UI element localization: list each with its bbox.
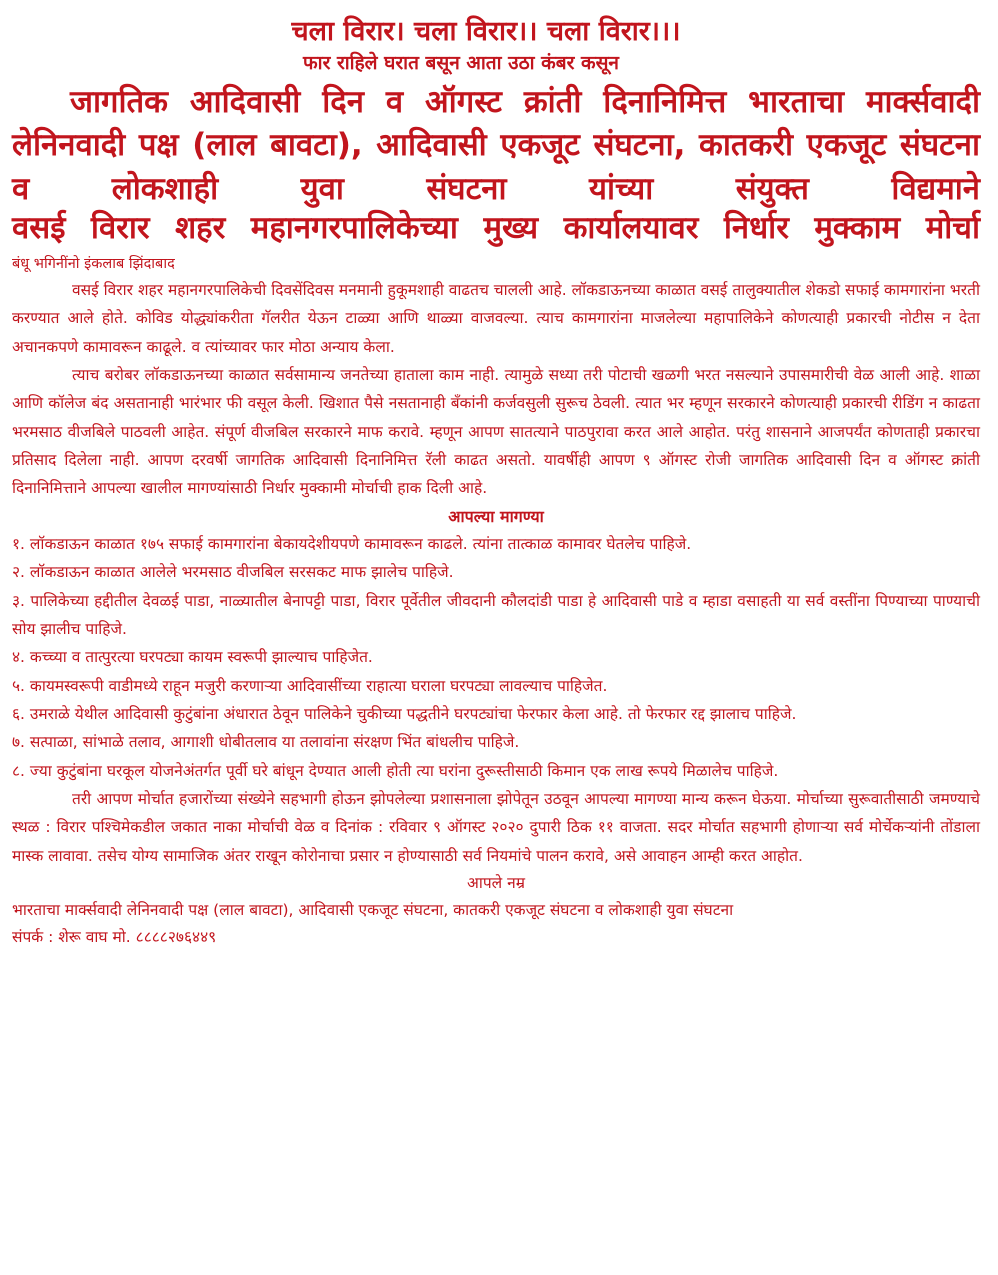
demand-item: ५. कायमस्वरूपी वाडीमध्ये राहून मजुरी करणाऱ्या आदिवासींच्या राहात्या घराला घरपट्या लावल्याच पाहिजेत. [12, 676, 608, 695]
paragraph-background: त्याच बरोबर लॉकडाऊनच्या काळात सर्वसामान्य जनतेच्या हाताला काम नाही. त्यामुळे सध्या तरी पोटाची खळगी भरत नसल्याने उपासमारीची वेळ आली आहे. शाळा आणि कॉलेज बंद असतानाही भारंभार फी वसूल केली. खिशात पैसे नसतानाही बँकांनी कर्जवसुली सुरूच ठेवली. त्यात भर म्हणून सरकारने कोणत्याही प्रकारची रीडिंग न काढता भरमसाठ वीजबिले पाठवली आहेत. संपूर्ण वीजबिल सरकारने माफ करावे. म्हणून आपण सातत्याने पाठपुरावा करत आले आहोत. परंतु शासनाने आजपर्यंत कोणताही प्रकारचा प्रतिसाद दिलेला नाही. आपण दरवर्षी जागतिक आदिवासी दिनानिमित्त रॅली काढत असतो. यावर्षीही आपण ९ ऑगस्ट रोजी जागतिक आदिवासी दिन व ऑगस्ट क्रांती दिनानिमित्ताने आपल्या खालील मागण्यांसाठी निर्धार मुक्कामी मोर्चाची हाक दिली आहे. [12, 365, 980, 498]
contact-info: संपर्क : शेरू वाघ मो. ८८८८२७६४४९ [12, 927, 217, 946]
signatories: भारताचा मार्क्सवादी लेनिनवादी पक्ष (लाल बावटा), आदिवासी एकजूट संघटना, कातकरी एकजूट संघटना व लोकशाही युवा संघटना [12, 900, 734, 919]
paragraph-intro: वसई विरार शहर महानगरपालिकेची दिवसेंदिवस मनमानी हुकूमशाही वाढतच चालली आहे. लॉकडाऊनच्या काळात वसई तालुक्यातील शेकडो सफाई कामगारांना भरती करण्यात आले होते. कोविड योद्ध्यांकरीता गॅलरीत येऊन टाळ्या आणि थाळ्या वाजवल्या. त्याच कामगारांना माजलेल्या महापालिकेने कोणत्याही प्रकारची नोटीस न देता अचानकपणे कामावरून काढूले. व त्यांच्यावर फार मोठा अन्याय केला. [12, 280, 980, 356]
demand-item: २. लॉकडाऊन काळात आलेले भरमसाठ वीजबिल सरसकट माफ झालेच पाहिजे. [12, 563, 454, 582]
demand-item: ७. सत्पाळा, सांभाळे तलाव, आगाशी धोबीतलाव या तलावांना संरक्षण भिंत बांधलीच पाहिजे. [12, 733, 520, 752]
headline-main: जागतिक आदिवासी दिन व ऑगस्ट क्रांती दिनानिमित्त भारताचा मार्क्सवादी लेनिनवादी पक्ष (लाल बावटा), आदिवासी एकजूट संघटना, कातकरी एकजूट संघटना व लोकशाही युवा संघटना यांच्या संयुक्त विद्यमाने [12, 84, 980, 207]
demand-item: ६. उमराळे येथील आदिवासी कुटुंबांना अंधारात ठेवून पालिकेने चुकीच्या पद्धतीने घरपट्यांचा फेरफार केला आहे. तो फेरफार रद्द झालाच पाहिजे. [12, 705, 797, 723]
demands-list [12, 530, 980, 785]
closing-salutation: आपले नम्र [467, 874, 525, 893]
subslogan: फार राहिले घरात बसून आता उठा कंबर कसून [303, 52, 619, 75]
greeting: बंधू भगिनींनो इंकलाब झिंदाबाद [12, 255, 175, 272]
demand-item: १. लॉकडाऊन काळात १७५ सफाई कामगारांना बेकायदेशीयपणे कामावरून काढले. त्यांना तात्काळ कामावर घेतलेच पाहिजे. [12, 534, 692, 553]
demand-item: ३. पालिकेच्या हद्दीतील देवळई पाडा, नाळ्यातील बेनापट्टी पाडा, विरार पूर्वेतील जीवदानी कौलदांडी पाडा हे आदिवासी पाडे व म्हाडा वसाहती या सर्व वस्तींना पिण्याच्या पाण्याची सोय झालीच पाहिजे. [12, 591, 980, 638]
demands-heading: आपल्या मागण्या [448, 506, 544, 526]
demand-item: ४. कच्च्या व तात्पुरत्या घरपट्या कायम स्वरूपी झाल्याच पाहिजेत. [12, 648, 373, 667]
headline-last-line: वसई विरार शहर महानगरपालिकेच्या मुख्य कार्यालयावर निर्धार मुक्काम मोर्चा [12, 210, 980, 247]
paragraph-appeal: तरी आपण मोर्चात हजारोंच्या संख्येने सहभागी होऊन झोपलेल्या प्रशासनाला झोपेतून उठवून आपल्या मागण्या मान्य करून घेऊया. मोर्चाच्या सुरूवातीसाठी जमण्याचे स्थळ : विरार पश्चिमेकडील जकात नाका मोर्चाची वेळ व दिनांक : रविवार ९ ऑगस्ट २०२० दुपारी ठिक ११ वाजता. सदर मोर्चात सहभागी होणाऱ्या सर्व मोर्चेकऱ्यांनी तोंडाला मास्क लावावा. तसेच योग्य सामाजिक अंतर राखून कोरोनाचा प्रसार न होण्यासाठी सर्व नियमांचे पालन करावे, असे आवाहन आम्ही करत आहोत. [12, 790, 980, 865]
slogan-heading: चला विरार। चला विरार।। चला विरार।।। [291, 16, 681, 47]
demand-item: ८. ज्या कुटुंबांना घरकूल योजनेअंतर्गत पूर्वी घरे बांधून देण्यात आली होती त्या घरांना दुरूस्तीसाठी किमान एक लाख रूपये मिळालेच पाहिजे. [12, 761, 779, 780]
